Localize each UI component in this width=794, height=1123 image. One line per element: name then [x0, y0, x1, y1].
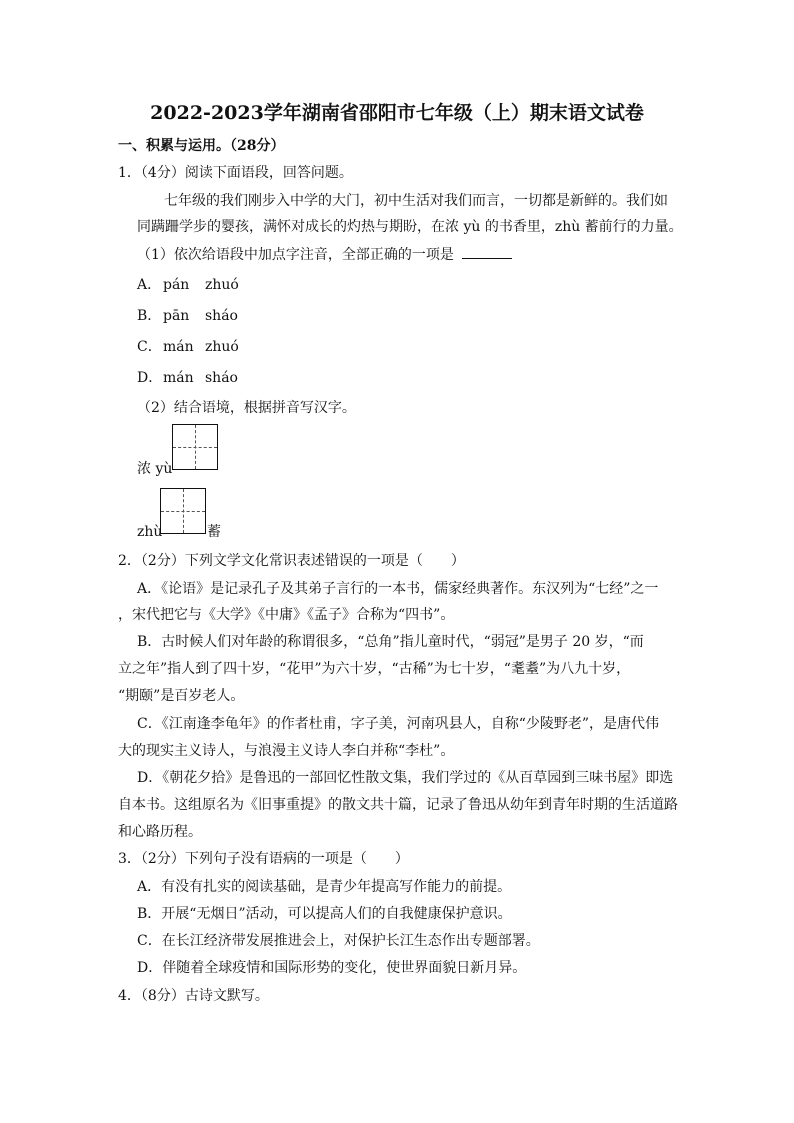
q4-header: 4．（8分）古诗文默写。 — [118, 988, 269, 1004]
option-pinyin-2: zhuó — [205, 339, 239, 355]
q2-line: 立之年”指人到了四十岁，“花甲”为六十岁，“古稀”为七十岁，“耄耋”为八九十岁， — [118, 661, 631, 677]
character-grid-box[interactable] — [160, 488, 206, 534]
q2-line: C．《江南逢李龟年》的作者杜甫，字子美，河南巩县人，自称“少陵野老”，是唐代伟 — [137, 716, 660, 732]
option-pinyin-2: sháo — [205, 370, 238, 386]
fill2-suffix: 蓄 — [207, 524, 221, 540]
option-letter: A． — [137, 277, 162, 293]
q1-sub1-text: （1）依次给语段中加点字注音，全部正确的一项是 — [137, 247, 454, 263]
option-letter: B． — [137, 308, 162, 324]
q2-line: 和心路历程。 — [118, 824, 202, 840]
q2-line: 自本书。这组原名为《旧事重提》的散文共十篇，记录了鲁迅从幼年到青年时期的生活道路 — [118, 797, 678, 813]
option-pinyin-2: zhuó — [205, 277, 239, 293]
option-c[interactable] — [137, 338, 239, 356]
q1-paragraph-line2: 同蹒跚学步的婴孩，满怀对成长的灼热与期盼，在浓 yù 的书香里，zhù 蓄前行的力量。 — [137, 219, 683, 235]
q3-option-a[interactable]: A．有没有扎实的阅读基础，是青少年提高写作能力的前提。 — [137, 879, 512, 895]
q2-line: D．《朝花夕拾》是鲁迅的一部回忆性散文集，我们学过的《从百草园到三味书屋》即选 — [137, 770, 674, 786]
option-pinyin-1: mán — [163, 339, 194, 355]
option-b[interactable] — [137, 307, 238, 325]
q1-sub1-line — [137, 246, 512, 264]
exam-title: 2022-2023学年湖南省邵阳市七年级（上）期末语文试卷 — [150, 102, 644, 124]
q1-paragraph-line1: 七年级的我们刚步入中学的大门，初中生活对我们而言，一切都是新鲜的。我们如 — [164, 193, 668, 209]
section-heading: 一、积累与运用。（28分） — [118, 138, 285, 154]
q3-header: 3．（2分）下列句子没有语病的一项是（ ） — [118, 851, 409, 867]
q3-option-b[interactable]: B．开展“无烟日”活动，可以提高人们的自我健康保护意识。 — [137, 906, 512, 922]
option-d[interactable] — [137, 369, 238, 387]
q1-sub2: （2）结合语境，根据拼音写汉字。 — [137, 400, 356, 416]
option-pinyin-2: sháo — [205, 308, 238, 324]
fill2-prefix: zhù — [137, 524, 163, 540]
q2-line: “期颐”是百岁老人。 — [118, 688, 245, 704]
option-pinyin-1: mán — [163, 370, 194, 386]
option-letter: D． — [137, 370, 163, 386]
q2-header: 2．（2分）下列文学文化常识表述错误的一项是（ ） — [118, 553, 465, 569]
fill1-prefix: 浓 yù — [137, 461, 173, 477]
q1-header: 1．（4分）阅读下面语段，回答问题。 — [118, 165, 353, 181]
q2-line: A．《论语》是记录孔子及其弟子言行的一本书，儒家经典著作。东汉列为“七经”之一 — [137, 581, 659, 597]
option-pinyin-1: pān — [163, 308, 190, 324]
q3-option-c[interactable]: C．在长江经济带发展推进会上，对保护长江生态作出专题部署。 — [137, 933, 540, 949]
q3-option-d[interactable]: D．伴随着全球疫情和国际形势的变化，使世界面貌日新月异。 — [137, 960, 527, 976]
character-grid-box[interactable] — [172, 424, 218, 470]
q2-line: 大的现实主义诗人，与浪漫主义诗人李白并称“李杜”。 — [118, 743, 455, 759]
option-pinyin-1: pán — [163, 277, 190, 293]
option-letter: C． — [137, 339, 162, 355]
q2-line: ，宋代把它与《大学》《中庸》《孟子》合称为“四书”。 — [118, 607, 455, 623]
answer-blank[interactable] — [462, 246, 512, 259]
option-a[interactable] — [137, 276, 239, 294]
q2-line: B．古时候人们对年龄的称谓很多，“总角”指儿童时代，“弱冠”是男子 20 岁，“而 — [137, 634, 644, 650]
